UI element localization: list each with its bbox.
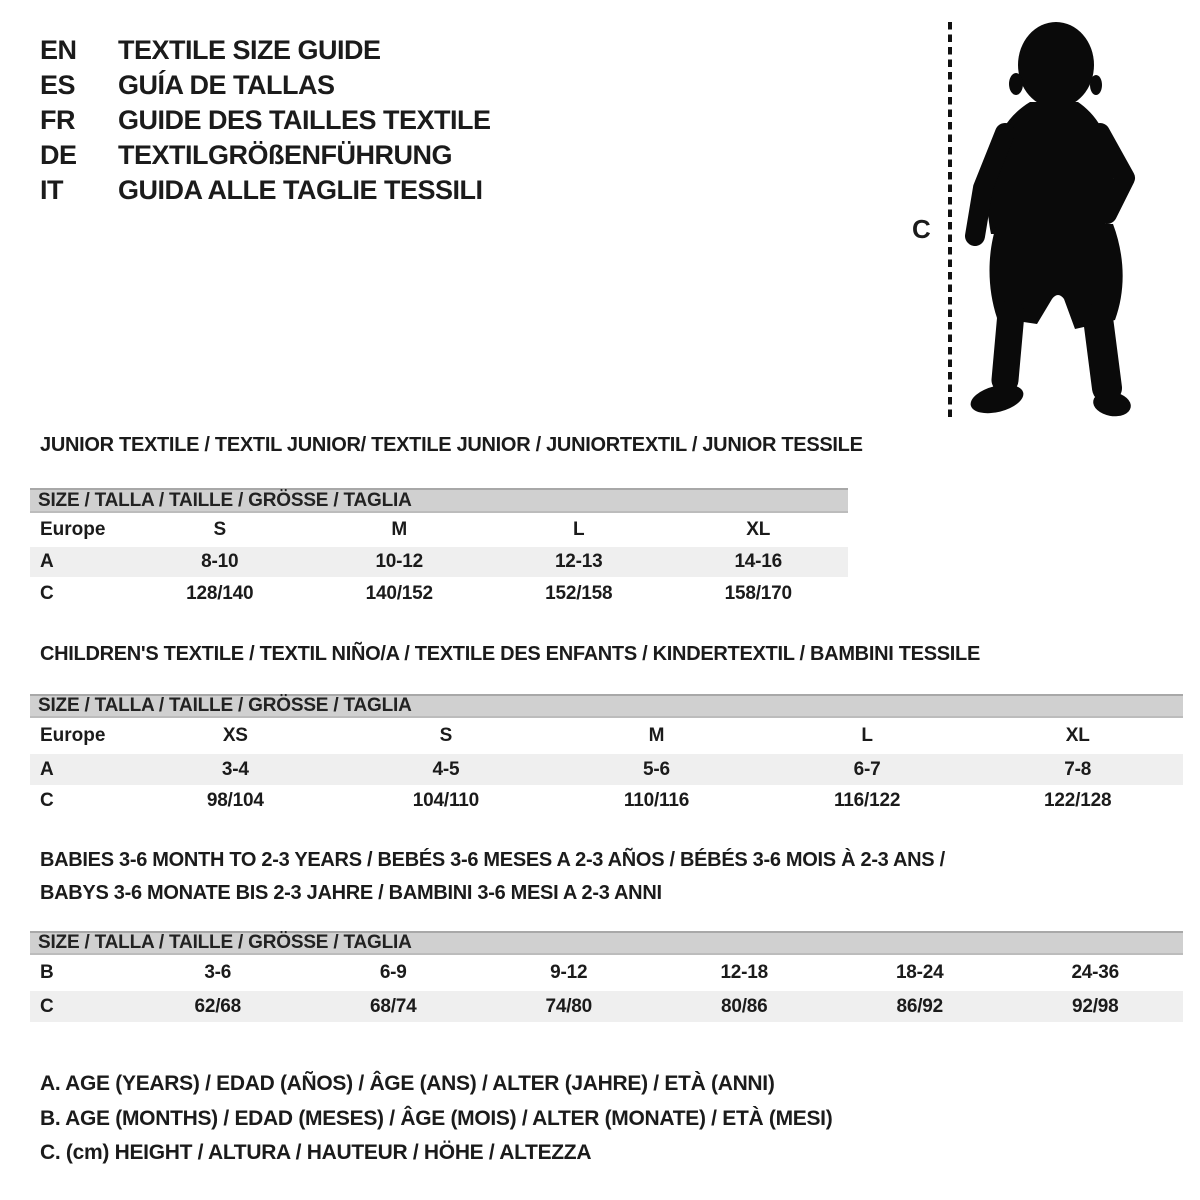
table-row: [30, 547, 848, 577]
language-code: DE: [40, 140, 77, 170]
size-cell: 152/158: [545, 582, 613, 604]
guide-title: GUIDA ALLE TAGLIE TESSILI: [118, 175, 483, 205]
guide-title: GUIDE DES TAILLES TEXTILE: [118, 105, 491, 135]
size-cell: XL: [746, 519, 771, 540]
section-title-babies-line1: BABIES 3-6 MONTH TO 2-3 YEARS / BEBÉS 3-6 MESES A 2-3 AÑOS / BÉBÉS 3-6 MOIS À 2-3 ANS /: [40, 849, 945, 871]
size-cell: S: [439, 725, 453, 746]
footnote-age-months: B. AGE (MONTHS) / EDAD (MESES) / ÂGE (MOIS) / ALTER (MONATE) / ETÀ (MESI): [40, 1107, 833, 1130]
size-cell: 74/80: [545, 995, 593, 1017]
row-label: A: [40, 551, 54, 572]
size-cell: 92/98: [1071, 995, 1119, 1017]
language-row: [40, 138, 491, 173]
size-cell: 18-24: [895, 962, 944, 983]
size-cell: 5-6: [643, 758, 670, 780]
children-size-table: [30, 694, 1183, 817]
row-label: C: [40, 790, 54, 811]
language-row: [40, 173, 491, 208]
table-row: [30, 785, 1183, 817]
size-cell: 6-7: [853, 758, 881, 780]
section-title-children: CHILDREN'S TEXTILE / TEXTIL NIÑO/A / TEXTILE DES ENFANTS / KINDERTEXTIL / BAMBINI TESSILE: [40, 643, 980, 665]
size-table-header: SIZE / TALLA / TAILLE / GRÖSSE / TAGLIA: [30, 931, 1183, 955]
row-label: C: [40, 995, 54, 1017]
babies-size-table: [30, 931, 1183, 1022]
toddler-silhouette: [935, 18, 1140, 420]
size-cell: 140/152: [365, 582, 433, 604]
height-measure-label: C: [912, 214, 931, 244]
size-cell: L: [573, 519, 585, 540]
language-header: [40, 33, 491, 208]
size-cell: 4-5: [432, 758, 460, 780]
size-cell: 104/110: [412, 790, 479, 811]
size-cell: 14-16: [734, 551, 783, 572]
size-cell: 3-4: [221, 758, 249, 780]
size-cell: 62/68: [194, 995, 242, 1017]
table-row: [30, 754, 1183, 785]
guide-title: TEXTILGRÖßENFÜHRUNG: [118, 140, 452, 170]
size-cell: 86/92: [896, 995, 944, 1017]
size-cell: 98/104: [206, 790, 264, 811]
language-code: EN: [40, 35, 77, 65]
language-code: ES: [40, 70, 76, 100]
size-table-header: SIZE / TALLA / TAILLE / GRÖSSE / TAGLIA: [30, 694, 1183, 718]
size-cell: 12-18: [720, 962, 769, 983]
size-cell: L: [861, 725, 873, 746]
table-row: [30, 577, 848, 610]
size-table-header: SIZE / TALLA / TAILLE / GRÖSSE / TAGLIA: [30, 488, 848, 513]
table-row: [30, 955, 1183, 991]
size-cell: 3-6: [204, 962, 232, 983]
junior-size-table: [30, 488, 848, 610]
size-cell: 158/170: [724, 582, 792, 604]
language-code: FR: [40, 105, 75, 135]
guide-title: GUÍA DE TALLAS: [118, 70, 335, 100]
table-row: [30, 718, 1183, 754]
footnote-height-cm: C. (cm) HEIGHT / ALTURA / HAUTEUR / HÖHE / ALTEZZA: [40, 1141, 592, 1164]
section-title-junior: JUNIOR TEXTILE / TEXTIL JUNIOR/ TEXTILE JUNIOR / JUNIORTEXTIL / JUNIOR TESSILE: [40, 434, 863, 456]
size-cell: 8-10: [201, 551, 239, 572]
size-cell: 116/122: [833, 790, 901, 811]
row-label: Europe: [40, 725, 106, 746]
footnote-age-years: A. AGE (YEARS) / EDAD (AÑOS) / ÂGE (ANS) / ALTER (JAHRE) / ETÀ (ANNI): [40, 1072, 775, 1095]
row-label: B: [40, 962, 54, 983]
table-row: [30, 991, 1183, 1022]
size-cell: 24-36: [1071, 962, 1120, 983]
size-cell: S: [213, 519, 226, 540]
toddler-body: [968, 22, 1133, 419]
size-cell: M: [391, 519, 408, 540]
size-cell: 6-9: [379, 962, 407, 983]
row-label: Europe: [40, 519, 106, 540]
size-cell: XL: [1065, 725, 1090, 746]
size-cell: M: [648, 725, 665, 746]
size-cell: 80/86: [720, 995, 768, 1017]
language-row: [40, 103, 491, 138]
guide-title: TEXTILE SIZE GUIDE: [118, 35, 381, 65]
size-cell: 110/116: [623, 790, 690, 811]
size-cell: XS: [222, 725, 248, 746]
row-label: A: [40, 758, 54, 780]
size-cell: 9-12: [550, 962, 588, 983]
size-cell: 68/74: [369, 995, 417, 1017]
language-code: IT: [40, 175, 63, 205]
size-cell: 122/128: [1044, 790, 1112, 811]
size-cell: 10-12: [375, 551, 424, 572]
size-cell: 128/140: [186, 582, 254, 604]
table-row: [30, 513, 848, 547]
language-row: [40, 33, 491, 68]
row-label: C: [40, 582, 54, 604]
size-cell: 7-8: [1064, 758, 1092, 780]
language-row: [40, 68, 491, 103]
section-title-babies-line2: BABYS 3-6 MONATE BIS 2-3 JAHRE / BAMBINI 3-6 MESI A 2-3 ANNI: [40, 882, 662, 904]
size-cell: 12-13: [554, 551, 603, 572]
